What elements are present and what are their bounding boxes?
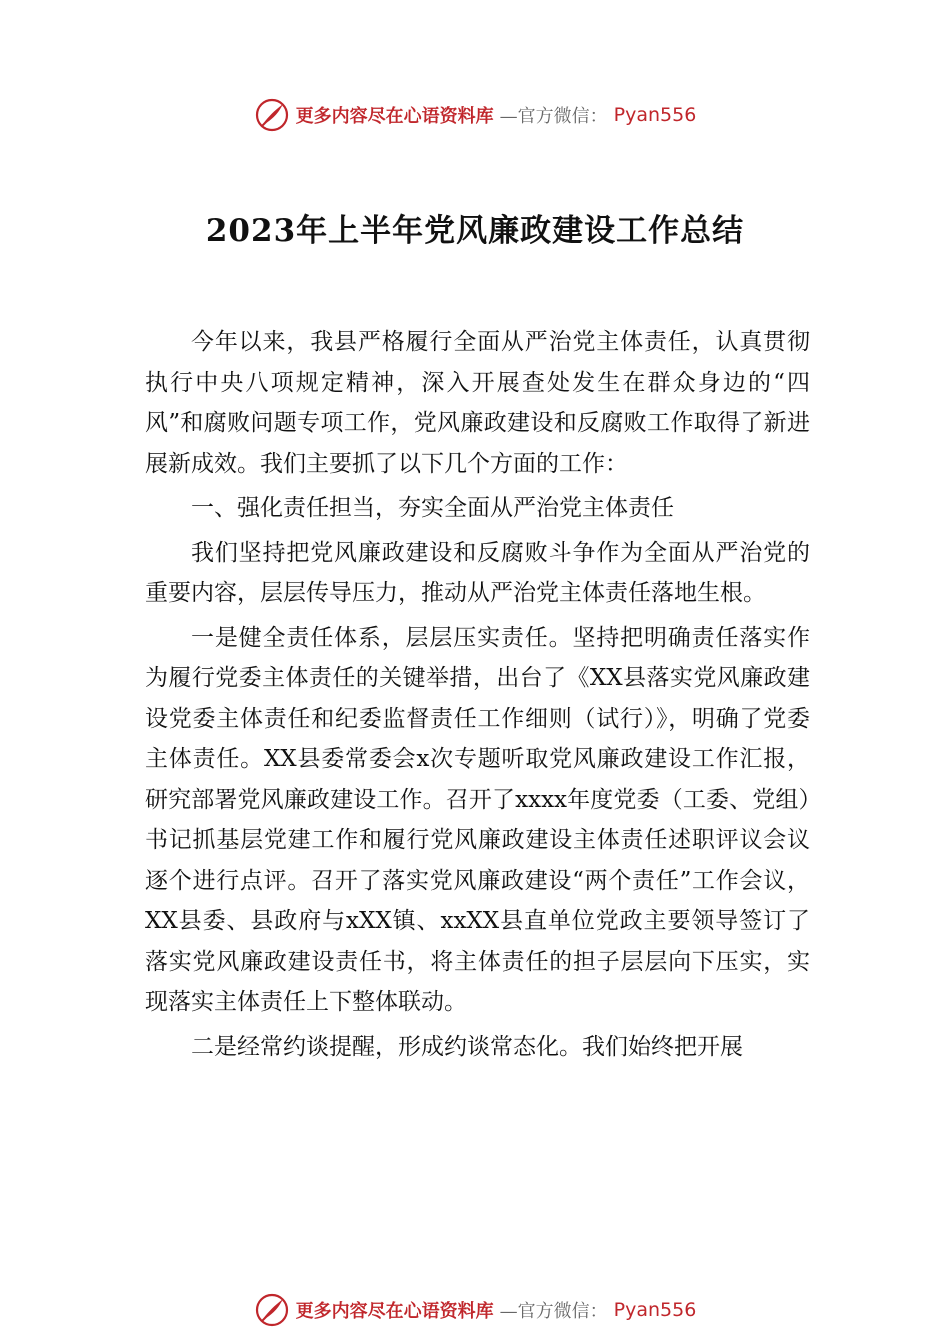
quill-logo-icon (254, 97, 290, 133)
document-title: 2023年上半年党风廉政建设工作总结 (205, 213, 745, 249)
section-heading: 一、强化责任担当，夯实全面从严治党主体责任 (191, 495, 674, 521)
document-body (145, 322, 810, 1067)
watermark-id-text: Pyan556 (613, 1299, 697, 1321)
paragraph: 我们坚持把党风廉政建设和反腐败斗争作为全面从严治党的重要内容，层层传导压力，推动从严治党主体责任落地生根。 (145, 539, 810, 606)
watermark-main-text: 更多内容尽在心语资料库 (295, 1301, 494, 1322)
watermark-sub-text: —官方微信： (499, 1301, 608, 1322)
watermark-sub-text: —官方微信： (499, 106, 608, 127)
paragraph: 一是健全责任体系，层层压实责任。坚持把明确责任落实作为履行党委主体责任的关键举措，出台了《XX县落实党风廉政建设党委主体责任和纪委监督责任工作细则（试行）》，明确了党委主体责任。XX县委常委会x次专题听取党风廉政建设工作汇报，研究部署党风廉政建设工作。召开了xxxx年度党委（工委、党组）书记抓基层党建工作和履行党风廉政建设主体责任述职评议会议逐个进行点评。召开了落实党风廉政建设“两个责任”工作会议，XX县委、县政府与xXX镇、xxXX县直单位党政主要领导签订了落实党风廉政建设责任书，将主体责任的担子层层向下压实，实现落实主体责任上下整体联动。 (145, 624, 810, 1015)
watermark-header (0, 95, 950, 135)
paragraph: 二是经常约谈提醒，形成约谈常态化。我们始终把开展 (191, 1033, 743, 1060)
watermark-footer (0, 1290, 950, 1330)
quill-logo-icon (254, 1292, 290, 1328)
watermark-id-text: Pyan556 (613, 104, 697, 126)
watermark-main-text: 更多内容尽在心语资料库 (295, 106, 494, 127)
paragraph: 今年以来，我县严格履行全面从严治党主体责任，认真贯彻执行中央八项规定精神，深入开展查处发生在群众身边的“四风”和腐败问题专项工作，党风廉政建设和反腐败工作取得了新进展新成效。我们主要抓了以下几个方面的工作： (145, 329, 810, 477)
